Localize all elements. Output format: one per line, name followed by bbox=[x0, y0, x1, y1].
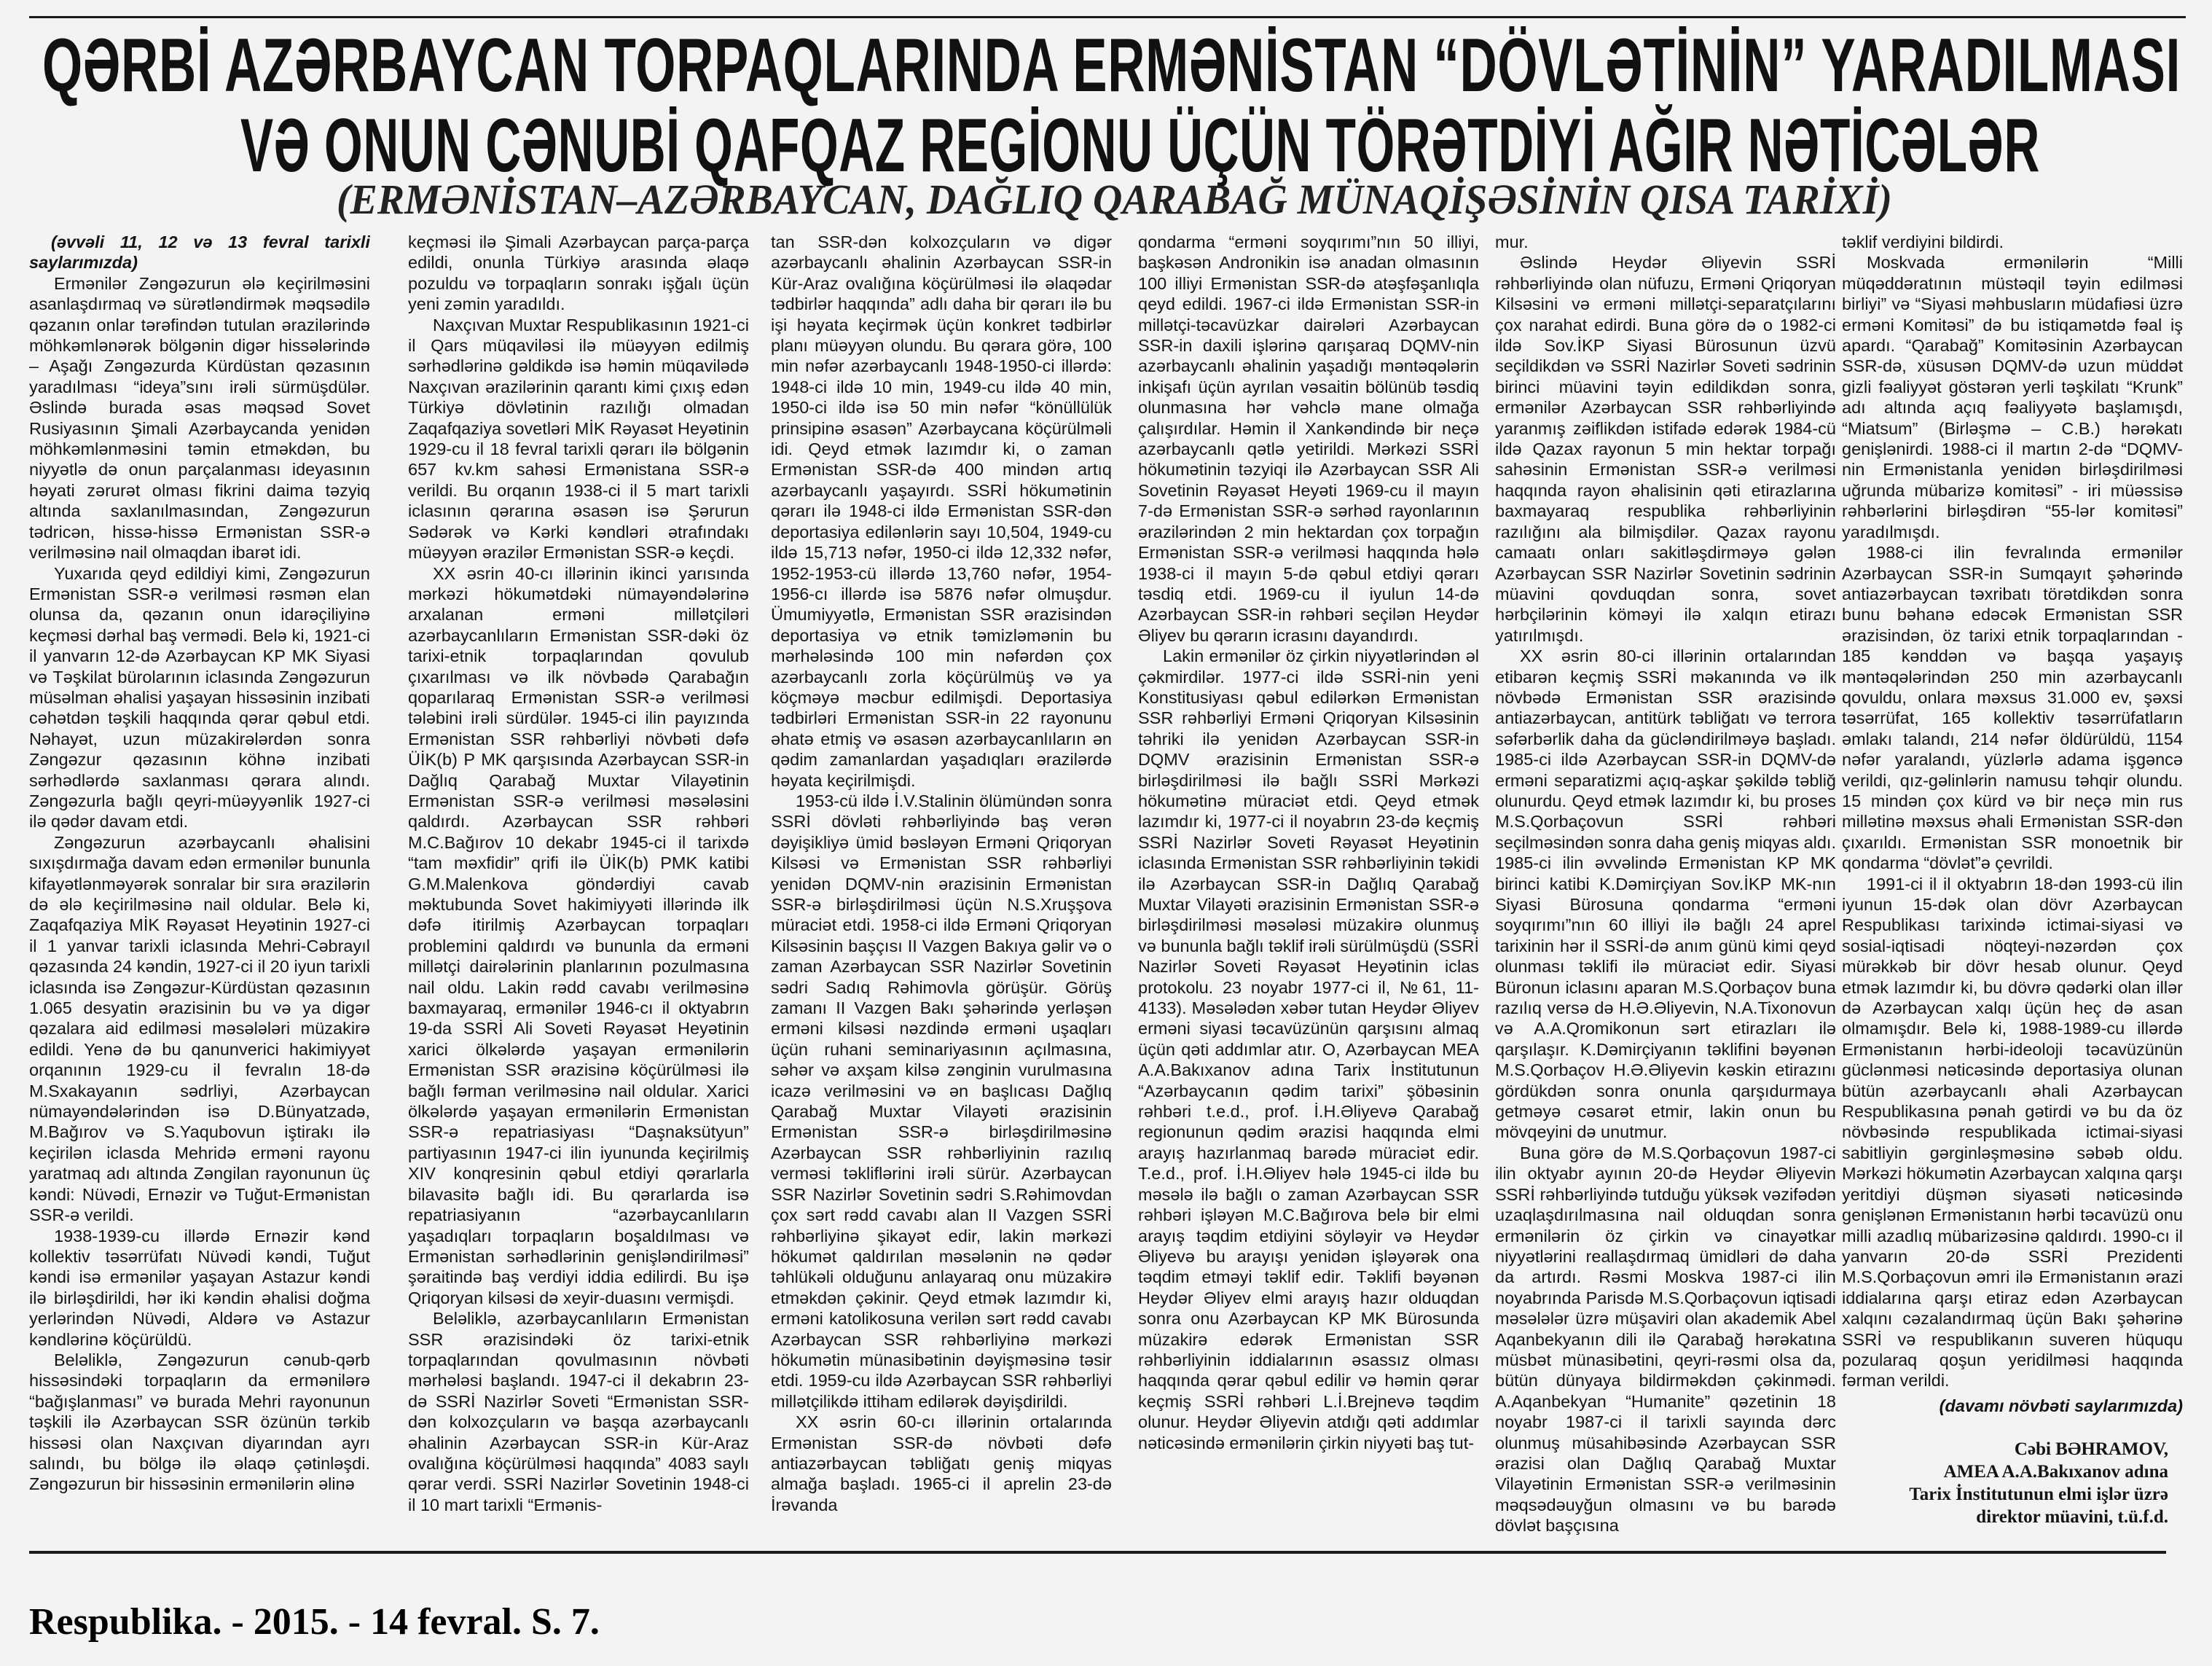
headline-line-1 bbox=[42, 23, 2181, 108]
article-paragraph: 1938-1939-cu illərdə Ernəzir kənd kollektiv təsərrüfatı Nüvədi kəndi, Tuğut kəndi isə ermənilər yaşayan Astazur kəndi ilə birləşdirildi, hər iki kəndin əhalisi doğma yerlərindən Nüvədi, Aldərə və Astazur kəndlərinə köçürüldü. bbox=[29, 1226, 370, 1349]
article-paragraph: mur. bbox=[1495, 232, 1529, 251]
article-paragraph: Beləliklə, Zəngəzurun cənub-qərb hissəsindəki torpaqların da ermənilərə “bağışlanması” və burada Mehri rayonunun təşkili ilə Azərbaycan SSR özünün tərkib hissəsi olan Naxçıvan diyarından ayrı salındı, bu bölgə ilə əlaqə çətinləşdi. Zəngəzurun bir hissəsinin ermənilərin əlinə bbox=[29, 1350, 370, 1494]
article-paragraph: 1991-ci il il oktyabrın 18-dən 1993-cü ilin iyunun 15-dək olan dövr Azərbaycan Respublikası tarixində ictimai-siyasi və sosial-iqtisadi nöqteyi-nəzərdən çox mürəkkəb bir dövr hesab olunur. Qeyd etmək lazımdır ki, bu dövrə qədərki olan illər də Azərbaycan xalqı üçün heç də asan olmamışdır. Belə ki, 1988-1989-cu illərdə Ermənistanın hərbi-ideoloji təcavüzünün güclənməsi nəticəsində deportasiya olunan bütün azərbaycanlı əhali Azərbaycan Respublikasına pənah gətirdi və bu da öz növbəsində respublikada ictimai-siyasi sabitliyin gərginləşməsinə səbəb oldu. Mərkəzi hökumətin Azərbaycan xalqına qarşı yeritdiyi düşmən siyasəti nəticəsində genişlənən Ermənistanın hərbi təcavüzü onu milli azadlıq mübarizəsinə qaldırdı. 1990-cı il yanvarın 20-də SSRİ Prezidenti M.S.Qorbaçovun əmri ilə Ermənistanın ərazi iddialarına qarşı etiraz edən Azərbaycan xalqını cəzalandırmaq üçün Bakı şəhərinə SSRİ və respublikanın suveren hüququ pozularaq qoşun yeridilməsi haqqında fərman verildi. bbox=[1842, 874, 2183, 1391]
top-rule bbox=[29, 16, 2186, 18]
author-signature bbox=[1842, 1438, 2183, 1528]
article-paragraph: Beləliklə, azərbaycanlıların Ermənistan SSR ərazisindəki öz tarixi-etnik torpaqlarından qovulmasının növbəti mərhələsi başlandı. 1947-ci il dekabrın 23-də SSRİ Nazirlər Soveti “Ermənistan SSR-dən kolxozçuların və başqa azərbaycanlı əhalinin Azərbaycan SSR-in Kür-Araz ovalığına köçürülməsi haqqında” 4083 saylı qərar verdi. SSRİ Nazirlər Sovetinin 1948-ci il 10 mart tarixli “Ermənis- bbox=[408, 1309, 749, 1514]
article-paragraph: Əslində Heydər Əliyevin SSRİ rəhbərliyində olan nüfuzu, Erməni Qriqoryan Kilsəsini və erməni millətçi-separatçılarını çox narahat edirdi. Buna görə də o 1982-ci ildə Sov.İKP Siyasi Bürosunun üzvü seçildikdən və SSRİ Nazirlər Soveti sədrinin birinci müavini təyin edildikdən sonra, ermənilər Azərbaycan SSR rəhbərliyində yaranmış zəiflikdən istifadə edərək 1984-cü ildə Qazax rayonun 5 min hektar torpağı sahəsinin Ermənistan SSR-ə verilməsi haqqında rayon əhalisinin qəti etirazlarına baxmayaraq respublika rəhbərliyinin razılığını ala bilmişdilər. Qazax rayonu camaatı onları sakitləşdirməyə gələn Azərbaycan SSR Nazirlər Sovetinin sədrinin müavini qovduqdan sonra, sovet hərbçilərinin köməyi ilə xalqın etirazı yatırılmışdı. bbox=[1495, 253, 1836, 645]
article-column-4 bbox=[1138, 232, 1479, 1565]
article-paragraph: qondarma “erməni soyqırımı”nın 50 illiyi, başkəsən Andronikin isə anadan olmasının 100 illiyi Ermənistan SSR-də atəşfəşanlıqla qeyd edildi. 1967-ci ildə Ermənistan SSR-in millətçi-təcavüzkar dairələri Azərbaycan SSR-in daxili işlərinə qarışaraq DQMV-nin azərbaycanlı əhalinin yaşadığı məntəqələrin inkişafı üçün ayrılan vəsaitin bölünüb təsdiq olunmasına hər vəhclə mane olmağa çalışırdılar. Həmin il Xankəndində bir neçə azərbaycanlı qətlə yetirildi. Mərkəzi SSRİ hökumətinin təzyiqi ilə Azərbaycan SSR Ali Sovetinin Rəyasət Heyəti 1969-cu il mayın 7-də Ermənistan SSR-ə sərhəd rayonlarının ərazilərindən 2 min hektardan çox torpağın Ermənistan SSR-ə verilməsi haqqında hələ 1938-ci il mayın 5-də qəbul etdiyi qərarı təsdiq etdi. 1969-cu il iyulun 14-də Azərbaycan SSR-in rəhbəri seçilən Heydər Əliyev bu qərarın icrasını dayandırdı. bbox=[1138, 232, 1479, 645]
signature-line3: direktor müavini, t.ü.f.d. bbox=[1976, 1507, 2168, 1528]
article-paragraph: Lakin ermənilər öz çirkin niyyətlərindən əl çəkmirdilər. 1977-ci ildə SSRİ-nin yeni Konstitusiyası qəbul edilərkən Ermənistan SSR rəhbərliyi Erməni Qriqoryan Kilsəsinin təhriki ilə yenidən Azərbaycan SSR-in DQMV ərazisinin Ermənistan SSR-ə birləşdirilməsi ilə bağlı SSRİ Mərkəzi hökumətinə müraciət etdi. Qeyd etmək lazımdır ki, 1977-ci il noyabrın 23-də keçmiş SSRİ Nazirlər Soveti Rəyasət Heyətinin iclasında Ermənistan SSR rəhbərliyinin təkidi ilə Azərbaycan SSR-in Dağlıq Qarabağ Muxtar Vilayəti ərazisinin Ermənistan SSR-ə birləşdirilməsi məsələsi müzakirə olunmuş və bununla bağlı təklif irəli sürülmüşdü (SSRİ Nazirlər Soveti Rəyasət Heyətinin iclas protokolu. 23 noyabr 1977-ci il, №61, 11-4133). Məsələdən xəbər tutan Heydər Əliyev erməni siyasi təcavüzünün qarşısını almaq üçün qəti addımlar atır. O, Azərbaycan MEA A.A.Bakıxanov adına Tarix İnstitutunun “Azərbaycanın qədim tarixi” şöbəsinin rəhbəri t.e.d., prof. İ.H.Əliyevə Qarabağ regionunun qədim ərazisi haqqında elmi arayış hazırlanmaq barədə müraciət edir. T.e.d., prof. İ.H.Əliyev hələ 1945-ci ildə bu məsələ ilə bağlı o zaman Azərbaycan SSR rəhbəri işləyən M.C.Bağırova belə bir elmi arayış təqdim etdiyini söyləyir və Heydər Əliyevə bu arayışı yenidən işləyərək ona təqdim etməyi təklif edir. Təklifi bəyənən Heydər Əliyev elmi arayış hazır olduqdan sonra onu Azərbaycan KP MK Bürosunda müzakirə edərək Ermənistan SSR rəhbərliyinin iddialarının əsassız olması haqqında qərar qəbul edilir və həmin qərar keçmiş SSRİ rəhbəri L.İ.Brejnevə təqdim olunur. Heydər Əliyevin atdığı qəti addımlar nəticəsində ermənilərin çirkin niyyəti baş tut- bbox=[1138, 646, 1479, 1452]
article-paragraph: XX əsrin 40-cı illərinin ikinci yarısında mərkəzi hökumətdəki nümayəndələrinə arxalanan erməni millətçiləri azərbaycanlıların Ermənistan SSR-dəki öz tarixi-etnik torpaqlarından qovulub çıxarılması və ilk növbədə Qarabağın qoparılaraq Ermənistan SSR-ə verilməsi tələbini irəli sürdülər. 1945-ci ilin payızında Ermənistan SSR rəhbərliyi növbəti dəfə ÜİK(b) P MK qarşısında Azərbaycan SSR-in Dağlıq Qarabağ Muxtar Vilayətinin Ermənistan SSR-ə verilməsi məsələsini qaldırdı. Azərbaycan SSR rəhbəri M.C.Bağırov 10 dekabr 1945-ci il tarixdə “tam məxfidir” qrifi ilə ÜİK(b) PMK katibi G.M.Malenkova göndərdiyi cavab məktubunda Sovet hakimiyyəti illərində ilk dəfə itirilmiş Azərbaycan torpaqları problemini qaldırdı və bununla da erməni millətçi dairələrinin planlarının pozulmasına nail oldu. Lakin rədd cavabı verilməsinə baxmayaraq, ermənilər 1946-cı il oktyabrın 19-da SSRİ Ali Soveti Rəyasət Heyətinin xarici ölkələrdə yaşayan ermənilərin Ermənistan SSR ərazisinə köçürülməsi ilə bağlı fərman verilməsinə nail oldular. Xarici ölkələrdə yaşayan ermənilərin Ermənistan SSR-ə repatriasiyası “Daşnaksütyun” partiyasının 1947-ci ilin iyununda keçirilmiş XIV konqresinin qəbul etdiyi qərarlarla bilavasitə bağlı idi. Bu qərarlarda isə repatriasiyanın “azərbaycanlıların yaşadıqları torpaqların boşaldılması və Ermənistan sərhədlərinin genişləndirilməsi” şəraitində baş verdiyi iddia edilirdi. Bu işə Qriqoryan kilsəsi də xeyir-duasını vermişdi. bbox=[408, 563, 749, 1307]
subtitle bbox=[337, 175, 1892, 224]
signature-line1: AMEA A.A.Bakıxanov adına bbox=[1943, 1462, 2168, 1482]
continuation-note: (əvvəli 11, 12 və 13 fevral tarixli saylarımızda) bbox=[29, 232, 370, 273]
article-column-5 bbox=[1495, 232, 1836, 1565]
article-paragraph: keçməsi ilə Şimali Azərbaycan parça-parça edildi, onunla Türkiyə arasında əlaqə pozuldu və torpaqların sonrakı işğalı üçün yeni zəmin yaradıldı. bbox=[408, 232, 749, 314]
to-be-continued-note: (davamı növbəti saylarımızda) bbox=[1939, 1396, 2183, 1415]
article-column-1 bbox=[29, 232, 370, 1565]
article-paragraph: Naxçıvan Muxtar Respublikasının 1921-ci il Qars müqaviləsi ilə müəyyən edilmiş sərhədlərinə gəldikdə isə həmin müqavilədə Naxçıvan ərazilərinin qarantı kimi çıxış edən Türkiyə dövlətinin razılığı olmadan Zaqafqaziya sovetləri MİK Rəyasət Heyətinin 1929-cu il 18 fevral tarixli qərarı ilə bölgənin 657 kv.km sahəsi Ermənistana SSR-ə verildi. Bu orqanın 1938-ci il 5 mart tarixli iclasının qərarına əsasən isə Şərurun Sədərək və Kərki kəndləri ətrafındakı müəyyən ərazilər Ermənistan SSR-ə keçdi. bbox=[408, 315, 749, 563]
article-paragraph: Ermənilər Zəngəzurun ələ keçirilməsini asanlaşdırmaq və sürətləndirmək məqsədilə qəzanın onlar tərəfindən tutulan ərazilərində möhkəmlənərək bölgənin digər hissələrində – Aşağı Zəngəzurda Kürdüstan qəzasının yaradılması “ideya”sını irəli sürmüşdülər. Əslində burada əsas məqsəd Sovet Rusiyasının Şimali Azərbaycanda yenidən möhkəmlənməsini təmin etməkdən, bu niyyətlə də onun parçalanması ideyasının həyati zərurət olması fikrini daima təzyiq altında saxlanılmasından, Zəngəzurun tədricən, hissə-hissə Ermənistan SSR-ə verilməsinə nail olmaqdan ibarət idi. bbox=[29, 273, 370, 563]
source-citation: Respublika. - 2015. - 14 fevral. S. 7. bbox=[29, 1601, 600, 1643]
article-column-3 bbox=[771, 232, 1112, 1565]
article-paragraph: XX əsrin 60-cı illərinin ortalarında Ermənistan SSR-də növbəti dəfə antiazərbaycan təbliğatı geniş miqyas almağa başladı. 1965-ci il aprelin 23-də İrəvanda bbox=[771, 1412, 1112, 1514]
signature-line2: Tarix İnstitutunun elmi işlər üzrə bbox=[1909, 1485, 2168, 1505]
article-paragraph: 1953-cü ildə İ.V.Stalinin ölümündən sonra SSRİ dövləti rəhbərliyində baş verən dəyişikliyə ümid bəsləyən Erməni Qriqoryan Kilsəsi və Ermənistan SSR rəhbərliyi yenidən DQMV-nin ərazisinin Ermənistan SSR-ə birləşdirilməsi üçün N.S.Xruşşova müraciət etdi. 1958-ci ildə Erməni Qriqoryan Kilsəsinin başçısı II Vazgen Bakıya gəlir və o zaman Azərbaycan SSR Nazirlər Sovetinin sədri Sadıq Rəhimovla görüşür. Görüş zamanı II Vazgen Bakı şəhərində yerləşən erməni kilsəsi nəzdində erməni uşaqları üçün ruhani seminariyasının açılmasına, səhər və axşam kilsə zənginin vurulmasına icazə verilməsini və ən başlıcası Dağlıq Qarabağ Muxtar Vilayəti ərazisinin Ermənistan SSR-ə birləşdirilməsinə Azərbaycan SSR rəhbərliyinin razılıq verməsi təkliflərini irəli sürür. Azərbaycan SSR Nazirlər Sovetinin sədri S.Rəhimovdan çox sərt rədd cavabı alan II Vazgen SSRİ rəhbərliyinə şikayət edir, lakin mərkəzi hökumət qaldırılan məsələnin nə qədər təhlükəli olduğunu anlayaraq onu müzakirə etməkdən çəkinir. Qeyd etmək lazımdır ki, erməni katolikosuna verilən sərt rədd cavabı Azərbaycan SSR rəhbərliyinə mərkəzi hökumətin münasibətinin dəyişməsinə təsir etdi. 1959-cu ildə Azərbaycan SSR rəhbərliyi millətçilikdə ittiham edilərək dəyişdirildi. bbox=[771, 791, 1112, 1411]
article-paragraph: tan SSR-dən kolxozçuların və digər azərbaycanlı əhalinin Azərbaycan SSR-in Kür-Araz ovalığına köçürülməsi ilə əlaqədar tədbirlər haqqında” adlı daha bir qərarı ilə bu işi həyata keçirmək üçün konkret tədbirlər planı müəyyən olundu. Bu qərara görə, 100 min nəfər azərbaycanlı 1948-1950-ci illərdə: 1948-ci ildə 10 min, 1949-cu ildə 40 min, 1950-ci ildə isə 50 min nəfər “könüllülük prinsipinə əsasən” Azərbaycana köçürülməli idi. Qeyd etmək lazımdır ki, o zaman Ermənistan SSR-də 400 mindən artıq azərbaycanlı yaşayırdı. SSRİ hökumətinin qərarı ilə 1948-ci ildə Ermənistan SSR-dən deportasiya edilənlərin sayı 10,504, 1949-cu ildə 15,713 nəfər, 1950-ci ildə 12,332 nəfər, 1952-1953-cü illərdə 13,760 nəfər, 1954-1956-cı illərdə isə 5876 nəfər olmuşdur. Ümumiyyətlə, Ermənistan SSR ərazisindən deportasiya və etnik təmizləmənin bu mərhələsində 100 min nəfərdən çox azərbaycanlı zorla köçürülmüş və ya köçməyə məcbur edilmişdi. Deportasiya tədbirləri Ermənistan SSR-in 22 rayonunu əhatə etmiş və əsasən azərbaycanlıların ən qədim zamanlardan yaşadıqları ərazilərdə həyata keçirilmişdi. bbox=[771, 232, 1112, 790]
article-column-2 bbox=[408, 232, 749, 1565]
article-paragraph: XX əsrin 80-ci illərinin ortalarından etibarən keçmiş SSRİ məkanında və ilk növbədə Ermənistan SSR ərazisində antiazərbaycan, antitürk təbliğatı və terrora səfərbərlik daha da gücləndirilməyə başladı. 1985-ci ildə Azərbaycan SSR-in DQMV-də erməni separatizmi açıq-aşkar şəkildə təbliğ olunurdu. Qeyd etmək lazımdır ki, bu proses M.S.Qorbaçovun SSRİ rəhbəri seçilməsindən sonra daha geniş miqyas aldı. 1985-ci ilin əvvəlində Ermənistan KP MK birinci katibi K.Dəmirçiyan Sov.İKP MK-nın Siyasi Bürosuna qondarma “erməni soyqırımı”nın 60 illiyi ilə bağlı 24 aprel tarixinin hər il SSRİ-də anım günü kimi qeyd olunması təklifi ilə müraciət edir. Siyasi Büronun iclasını aparan M.S.Qorbaçov buna razılıq versə də H.Ə.Əliyevin, N.A.Tixonovun və A.A.Qromikonun sərt etirazları ilə qarşılaşır. K.Dəmirçiyanın təklifini bəyənən M.S.Qorbaçov H.Ə.Əliyevin kəskin etirazını gördükdən sonra onunla qarşıdurmaya getməyə cəsarət etmir, lakin onun bu mövqeyini də unutmur. bbox=[1495, 646, 1836, 1142]
headline-text-1: QƏRBİ AZƏRBAYCAN TORPAQLARINDA ERMƏNİSTAN “DÖVLƏTİNİN” YARADILMASI bbox=[42, 23, 2181, 108]
subtitle-text: (ERMƏNİSTAN–AZƏRBAYCAN, DAĞLIQ QARABAĞ MÜNAQİŞƏSİNİN QISA TARİXİ) bbox=[337, 176, 1892, 223]
headline-text-2: VƏ ONUN CƏNUBİ QAFQAZ REGİONU ÜÇÜN TÖRƏTDİYİ AĞIR NƏTİCƏLƏR bbox=[240, 103, 2040, 188]
article-paragraph: 1988-ci ilin fevralında ermənilər Azərbaycan SSR-in Sumqayıt şəhərində antiazərbaycan təxribatı törətdikdən sonra bunu bəhanə edəcək Ermənistan SSR ərazisindən, öz tarixi etnik torpaqlarından - 185 kənddən və başqa yaşayış məntəqələrindən 250 min azərbaycanlı qovuldu, onlara məxsus 31.000 ev, şəxsi təsərrüfat, 165 kollektiv təsərrüfatların əmlakı talandı, 214 nəfər öldürüldü, 1154 nəfər yaralandı, yüzlərlə adama işgəncə verildi, qız-gəlinlərin namusu təhqir olundu. 15 mindən çox kürd və bir neçə min rus millətinə məxsus əhali Ermənistan SSR-dən çıxarıldı. Ermənistan SSR monoetnik bir qondarma “dövlət”ə çevrildi. bbox=[1842, 543, 2183, 873]
article-paragraph: Buna görə də M.S.Qorbaçovun 1987-ci ilin oktyabr ayının 20-də Heydər Əliyevin SSRİ rəhbərliyində tutduğu yüksək vəzifədən uzaqlaşdırılmasına nail olduqdan sonra ermənilərin öz çirkin və cinayətkar niyyətlərini reallaşdırmaq ümidləri də daha da artırdı. Rəsmi Moskva 1987-ci ilin noyabrında Parisdə M.S.Qorbaçovun iqtisadi məsələlər üzrə müşaviri olan akademik Abel Aqanbekyanın dili ilə Qarabağ hərəkatına müsbət münasibətini, qeyri-rəsmi olsa da, bütün dünyaya bildirməkdən çəkinmədi. A.Aqanbekyan “Humanite” qəzetinin 18 noyabr 1987-ci il tarixli sayında dərc olunmuş müsahibəsində Azərbaycan SSR ərazisi olan Dağlıq Qarabağ Muxtar Vilayətinin Ermənistan SSR-ə verilməsinin məqsədəuyğun olmasını və bu barədə dövlət başçısına bbox=[1495, 1143, 1836, 1536]
headline-line-2 bbox=[240, 103, 2040, 188]
article-paragraph: Zəngəzurun azərbaycanlı əhalisini sıxışdırmağa davam edən ermənilər bununla kifayətlənməyərək sonralar bir sıra ərazilərin də ələ keçirilməsinə nail oldular. Belə ki, Zaqafqaziya MİK Rəyasət Heyətinin 1927-ci il 1 yanvar tarixli iclasında Mehri-Cəbrayıl qəzasında 24 kəndin, 1927-ci il 20 iyun tarixli iclasında isə Zəngəzur-Kürdüstan qəzasının 1.065 desyatin ərazisinin bu və ya digər qəzalara aid edilməsi məsələləri müzakirə edildi. Yenə də bu qanunverici hakimiyyət orqanının 1929-cu il fevralın 18-də M.Sxakayanın sədrliyi, Azərbaycan nümayəndələrindən isə D.Bünyatzadə, M.Bağırov və S.Yaqubovun iştirakı ilə keçirilən iclasda Mehridə erməni rayonu yaratmaq adı altında Zəngilan rayonunun üç kəndi: Nüvədi, Ernəzir və Tuğut-Ermənistan SSR-ə verildi. bbox=[29, 832, 370, 1225]
bottom-rule bbox=[29, 1551, 2166, 1554]
article-column-6 bbox=[1842, 232, 2183, 1565]
article-paragraph: Yuxarıda qeyd edildiyi kimi, Zəngəzurun Ermənistan SSR-ə verilməsi rəsmən elan olunsa da, qəzanın onun idarəçiliyinə keçməsi dərhal baş vermədi. Belə ki, 1921-ci il yanvarın 12-də Azərbaycan KP MK Siyasi və Təşkilat bürolarının iclasında Zəngəzurun müsəlman əhalisi yaşayan hissəsinin inzibati cəhətdən təşkili haqqında qərar qəbul etdi. Nəhayət, uzun müzakirələrdən sonra Zəngəzur qəzasının köhnə inzibati sərhədlərdə saxlanması qərara alındı. Zəngəzurla bağlı qeyri-müəyyənlik 1927-ci ilə qədər davam etdi. bbox=[29, 563, 370, 832]
article-paragraph: təklif verdiyini bildirdi. bbox=[1842, 232, 2004, 251]
signature-author: Cəbi BƏHRAMOV, bbox=[2014, 1439, 2168, 1460]
article-paragraph: Moskvada ermənilərin “Milli müqəddəratının müstəqil təyin edilməsi birliyi” və “Siyasi məhbusların müdafiəsi üzrə erməni Komitəsi” də bu istiqamətdə fəal iş apardı. “Qarabağ” Komitəsinin Azərbaycan SSR-də, xüsusən DQMV-də uzun müddət gizli fəaliyyət göstərən yerli təşkilatı “Krunk” adı altında açıq fəaliyyətə başlamışdı, “Miatsum” (Birləşmə – C.B.) hərəkatı genişlənirdi. 1988-ci il martın 2-də “DQMV-nin Ermənistanla yenidən birləşdirilməsi uğrunda mübarizə komitəsi” - iri müəssisə rəhbərlərini birləşdirən “55-lər komitəsi” yaradılmışdı. bbox=[1842, 253, 2183, 541]
